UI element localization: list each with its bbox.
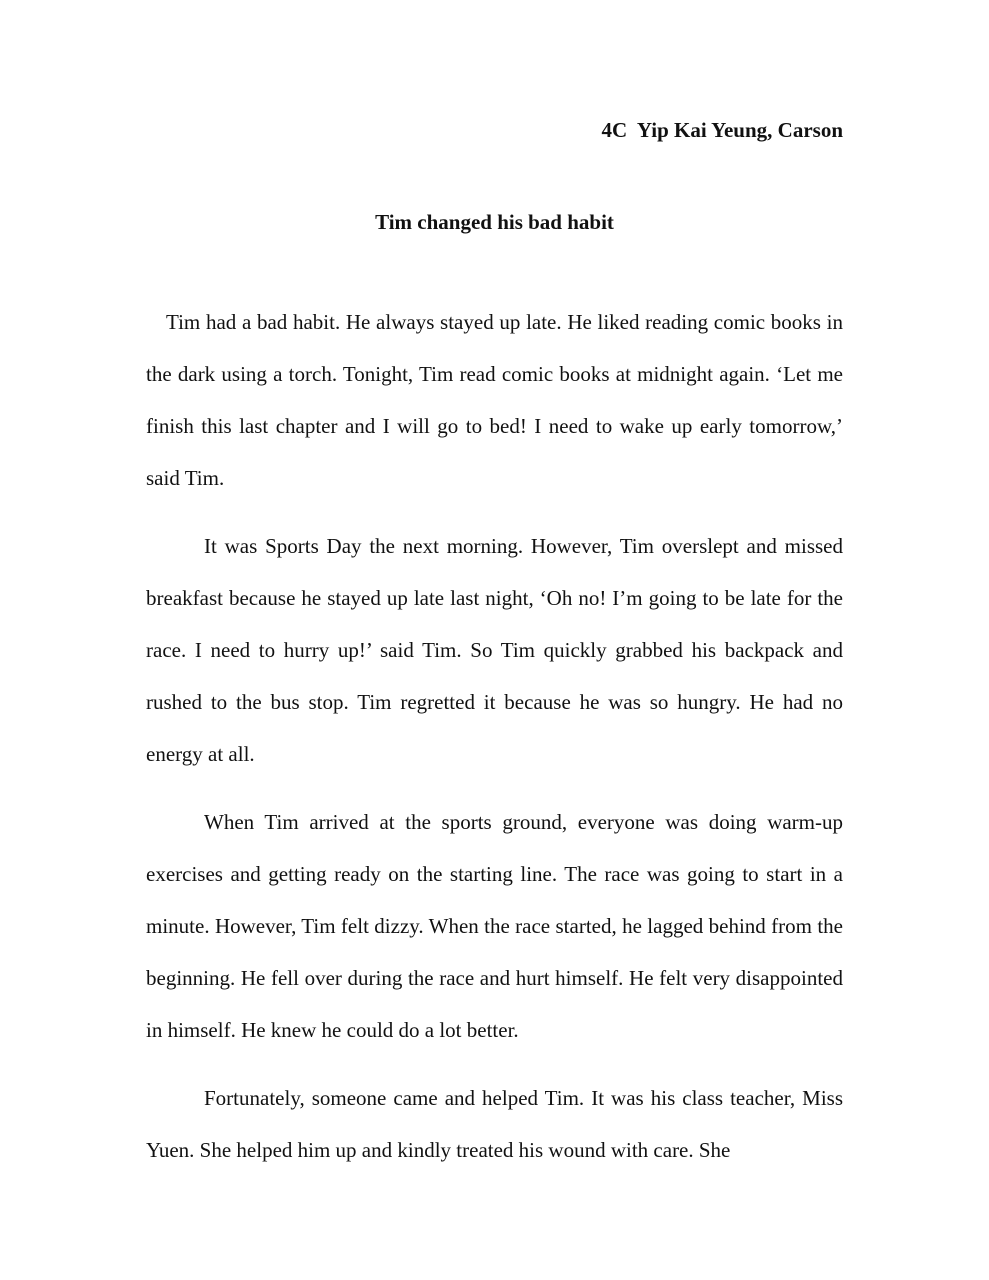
paragraph-2: It was Sports Day the next morning. However, Tim overslept and missed breakfast because he stayed up late last night, ‘Oh no! I’m going to be late for the race. I need to hurry up!’ said Tim. So Tim quickly grabbed his backpack and rushed to the bus stop. Tim regretted it because he was so hungry. He had no energy at all. bbox=[146, 534, 843, 766]
essay-body bbox=[146, 296, 843, 1192]
paragraph-4: Fortunately, someone came and helped Tim. It was his class teacher, Miss Yuen. She helped him up and kindly treated his wound with care. She bbox=[146, 1086, 843, 1162]
essay-title: Tim changed his bad habit bbox=[375, 210, 614, 234]
author-line: 4C Yip Kai Yeung, Carson bbox=[601, 118, 843, 142]
paragraph-3: When Tim arrived at the sports ground, everyone was doing warm-up exercises and getting ready on the starting line. The race was going to start in a minute. However, Tim felt dizzy. When the race started, he lagged behind from the beginning. He fell over during the race and hurt himself. He felt very disappointed in himself. He knew he could do a lot better. bbox=[146, 810, 843, 1042]
paragraph-1: Tim had a bad habit. He always stayed up late. He liked reading comic books in the dark using a torch. Tonight, Tim read comic books at midnight again. ‘Let me finish this last chapter and I will go to bed! I need to wake up early tomorrow,’ said Tim. bbox=[146, 310, 843, 490]
